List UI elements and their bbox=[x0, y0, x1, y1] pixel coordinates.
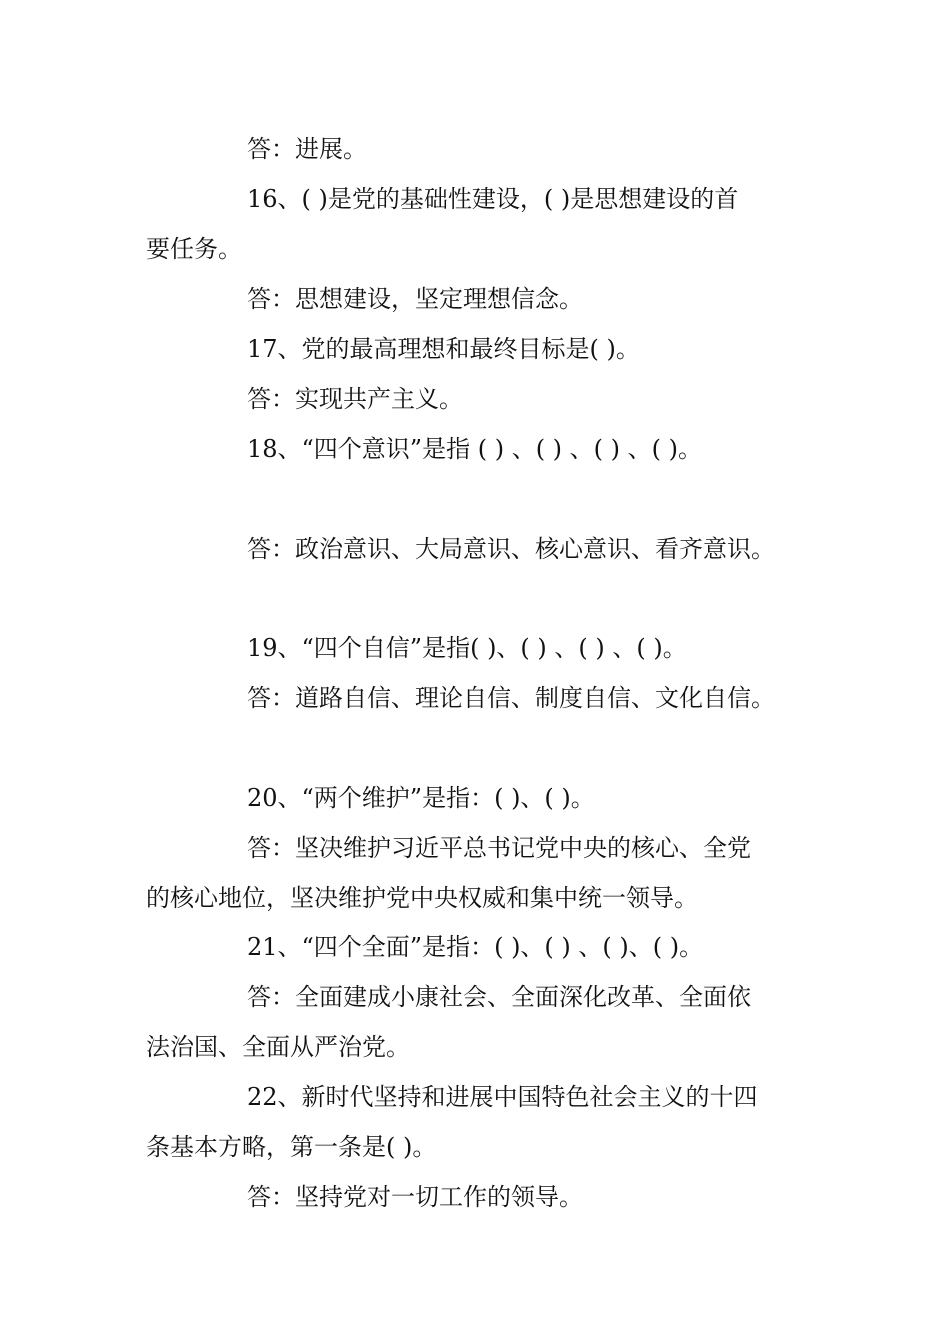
question-16-cont: 要任务。 bbox=[146, 235, 242, 263]
question-22-cont: 条基本方略，第一条是( )。 bbox=[146, 1133, 437, 1161]
answer-17: 答：实现共产主义。 bbox=[247, 385, 463, 413]
answer-21: 答：全面建成小康社会、全面深化改革、全面依 bbox=[247, 983, 751, 1011]
question-22: 22、新时代坚持和进展中国特色社会主义的十四 bbox=[247, 1083, 758, 1111]
answer-21-cont: 法治国、全面从严治党。 bbox=[146, 1033, 410, 1061]
answer-18: 答：政治意识、大局意识、核心意识、看齐意识。 bbox=[247, 535, 775, 563]
question-20: 20、“两个维护”是指：( )、( )。 bbox=[247, 784, 595, 812]
question-16: 16、( )是党的基础性建设，( )是思想建设的首 bbox=[247, 185, 739, 213]
answer-20-cont: 的核心地位，坚决维护党中央权威和集中统一领导。 bbox=[146, 884, 698, 912]
question-18: 18、“四个意识”是指 ( ) 、( ) 、( ) 、( )。 bbox=[247, 435, 703, 463]
answer-19: 答：道路自信、理论自信、制度自信、文化自信。 bbox=[247, 684, 775, 712]
answer-20: 答：坚决维护习近平总书记党中央的核心、全党 bbox=[247, 834, 751, 862]
answer-15: 答：进展。 bbox=[247, 135, 367, 163]
answer-22: 答：坚持党对一切工作的领导。 bbox=[247, 1183, 583, 1211]
question-19: 19、“四个自信”是指( )、( ) 、( ) 、( )。 bbox=[247, 634, 687, 662]
answer-16: 答：思想建设，坚定理想信念。 bbox=[247, 285, 583, 313]
question-17: 17、党的最高理想和最终目标是( )。 bbox=[247, 335, 640, 363]
question-21: 21、“四个全面”是指：( )、( ) 、( )、( )。 bbox=[247, 933, 704, 961]
